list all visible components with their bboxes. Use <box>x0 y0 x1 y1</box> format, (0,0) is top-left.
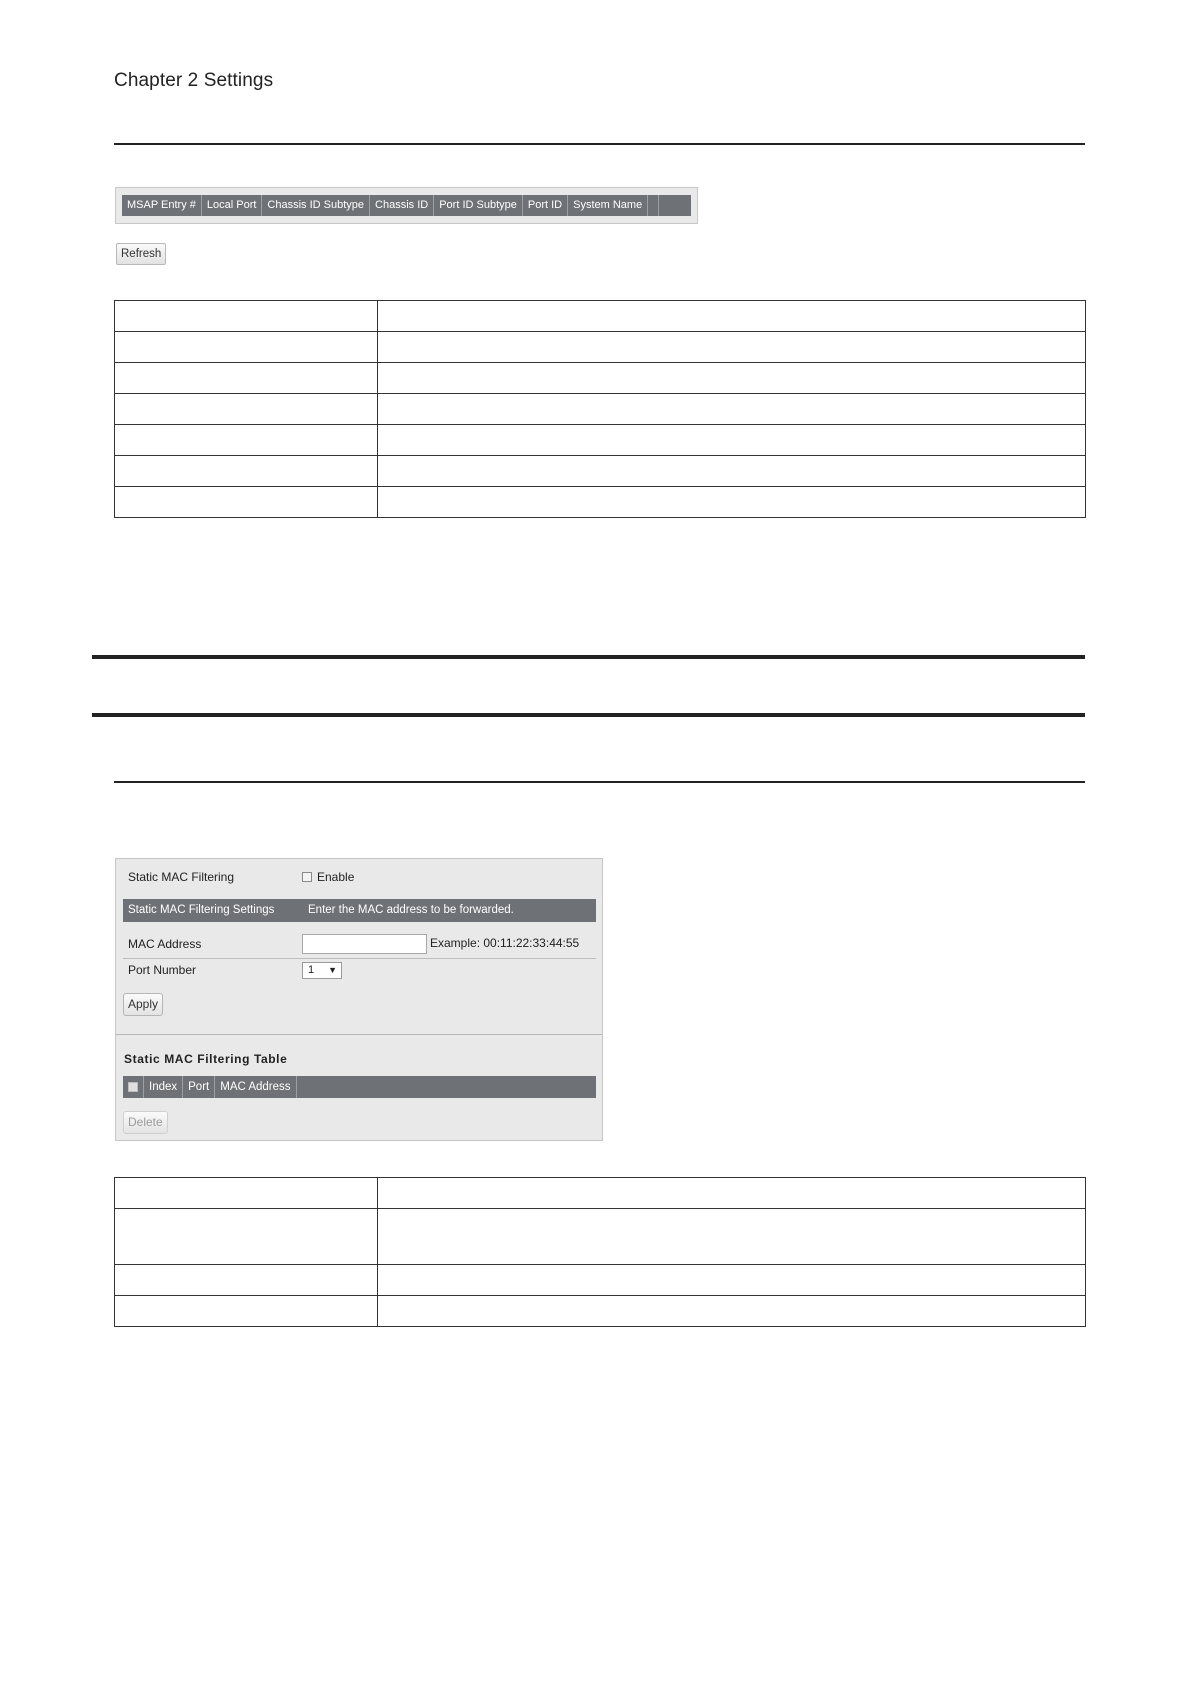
chapter-header: Chapter 2 Settings <box>114 70 274 91</box>
heading-rule-top <box>92 655 1085 659</box>
port-number-label: Port Number <box>128 963 197 977</box>
column-chassis-id-subtype: Chassis ID Subtype <box>262 195 370 216</box>
mac-example-text: Example: 00:11:22:33:44:55 <box>430 936 580 950</box>
table-row <box>115 363 1086 394</box>
column-port-id: Port ID <box>523 195 568 216</box>
column-index: Index <box>144 1076 183 1098</box>
port-number-select[interactable] <box>302 962 342 979</box>
port-number-value: 1 <box>308 964 315 976</box>
select-all-checkbox[interactable] <box>128 1082 138 1092</box>
divider <box>123 958 596 959</box>
select-all-cell <box>123 1076 144 1098</box>
lldp-table-header <box>122 195 691 216</box>
column-chassis-id: Chassis ID <box>370 195 434 216</box>
column-port: Port <box>183 1076 215 1098</box>
mac-address-input[interactable] <box>302 934 427 954</box>
table-row <box>115 301 1086 332</box>
enable-checkbox[interactable] <box>302 872 312 882</box>
table-row <box>115 394 1086 425</box>
settings-hint: Enter the MAC address to be forwarded. <box>308 904 514 916</box>
heading-rule-bottom <box>92 713 1085 717</box>
settings-title: Static MAC Filtering Settings <box>128 904 275 916</box>
apply-button[interactable]: Apply <box>123 993 163 1016</box>
column-port-id-subtype: Port ID Subtype <box>434 195 523 216</box>
column-mac-address: MAC Address <box>215 1076 296 1098</box>
divider <box>116 1034 602 1035</box>
static-mac-filtering-label: Static MAC Filtering <box>128 870 235 884</box>
dropdown-arrow-icon: ▼ <box>328 965 337 975</box>
table-row <box>115 1265 1086 1296</box>
table-row <box>115 1209 1086 1265</box>
enable-label: Enable <box>317 870 355 884</box>
table-row <box>115 425 1086 456</box>
column-msap-entry: MSAP Entry # <box>122 195 202 216</box>
column-system-name: System Name <box>568 195 648 216</box>
static-mac-description-table <box>114 1177 1086 1327</box>
table-row <box>115 1296 1086 1327</box>
table-row <box>115 332 1086 363</box>
refresh-button[interactable]: Refresh <box>116 243 166 265</box>
table-row <box>115 456 1086 487</box>
section-rule <box>114 143 1085 145</box>
delete-button[interactable]: Delete <box>123 1111 168 1134</box>
column-blank <box>648 195 659 216</box>
lldp-description-table <box>114 300 1086 518</box>
lldp-remote-table-screenshot <box>115 187 698 224</box>
settings-header-bar <box>123 899 596 922</box>
static-mac-filtering-screenshot <box>115 858 603 1141</box>
column-local-port: Local Port <box>202 195 263 216</box>
table-row <box>115 1178 1086 1209</box>
static-mac-table-title: Static MAC Filtering Table <box>124 1052 288 1066</box>
table-row <box>115 487 1086 518</box>
mac-address-label: MAC Address <box>128 937 202 951</box>
static-mac-table-header <box>123 1076 596 1098</box>
subsection-rule <box>114 781 1085 783</box>
